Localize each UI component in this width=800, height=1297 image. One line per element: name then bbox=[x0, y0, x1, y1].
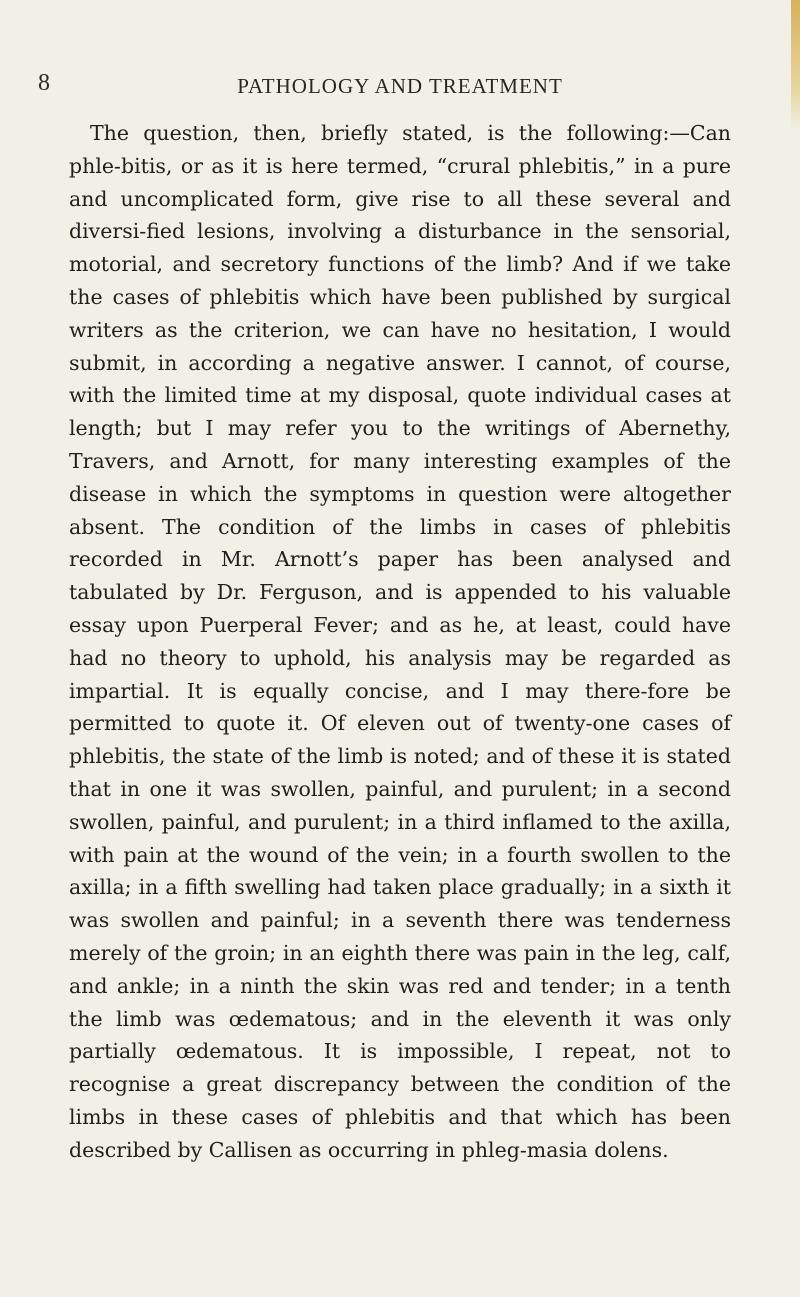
page-edge-tint bbox=[791, 0, 800, 130]
body-paragraph: The question, then, briefly stated, is the following:—Can phle-bitis, or as it is here termed, “crural phlebitis,” in a pure and uncomplicated form, give rise to all these several and diversi-fied lesions, involving a disturbance in the sensorial, motorial, and secretory functions of the limb? And if we take the cases of phlebitis which have been published by surgical writers as the criterion, we can have no hesitation, I would submit, in according a negative answer. I cannot, of course, with the limited time at my disposal, quote individual cases at length; but I may refer you to the writings of Abernethy, Travers, and Arnott, for many interesting examples of the disease in which the symptoms in question were altogether absent. The condition of the limbs in cases of phlebitis recorded in Mr. Arnott’s paper has been analysed and tabulated by Dr. Ferguson, and is appended to his valuable essay upon Puerperal Fever; and as he, at least, could have had no theory to uphold, his analysis may be regarded as impartial. It is equally concise, and I may there-fore be permitted to quote it. Of eleven out of twenty-one cases of phlebitis, the state of the limb is noted; and of these it is stated that in one it was swollen, painful, and purulent; in a second swollen, painful, and purulent; in a third inflamed to the axilla, with pain at the wound of the vein; in a fourth swollen to the axilla; in a fifth swelling had taken place gradually; in a sixth it was swollen and painful; in a seventh there was tenderness merely of the groin; in an eighth there was pain in the leg, calf, and ankle; in a ninth the skin was red and tender; in a tenth the limb was œdematous; and in the eleventh it was only partially œdematous. It is impossible, I repeat, not to recognise a great discrepancy between the condition of the limbs in these cases of phlebitis and that which has been described by Callisen as occurring in phleg-masia dolens. bbox=[69, 121, 731, 1162]
page-number: 8 bbox=[38, 70, 50, 96]
running-head: PATHOLOGY AND TREATMENT bbox=[237, 74, 563, 98]
